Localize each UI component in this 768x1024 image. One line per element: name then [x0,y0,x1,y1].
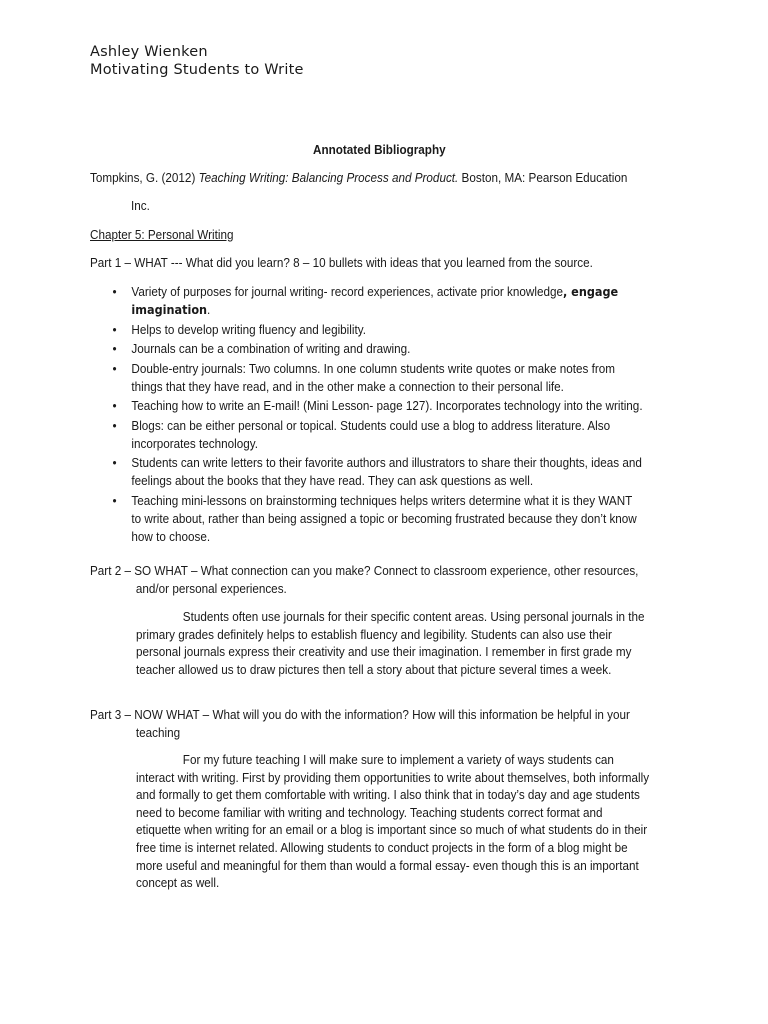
bullet-icon: • [112,398,117,413]
paragraph-line: personal journals express their creativity and use their imagination. I remember in first grade my [136,644,632,660]
chapter-heading: Chapter 5: Personal Writing [90,227,234,242]
citation-continued: Inc. [131,198,150,213]
part3-heading-line2: teaching [135,725,181,740]
bullet-text: . [207,302,211,317]
bullet-text: incorporates technology. [131,435,259,451]
list-item [90,492,707,546]
paragraph-line: primary grades definitely helps to establish fluency and legibility. Students can also use their [136,626,612,642]
citation-book-title: Teaching Writing: Balancing Process and Product. [198,170,459,185]
bullet-text: Journals can be a combination of writing and drawing. [131,341,411,356]
bullet-text: Teaching mini-lessons on brainstorming techniques helps writers determine what it is they WANT [131,492,633,508]
bullet-icon: • [112,321,117,337]
bullet-icon: • [112,417,117,433]
bullet-text: Teaching how to write an E-mail! (Mini Lesson- page 127). Incorporates technology into the writing. [131,398,643,413]
list-item [90,340,707,358]
list-item [90,360,707,396]
paragraph-line: concept as well. [136,875,220,891]
bullet-bold-text: imagination [131,302,208,317]
part2-heading-line2: and/or personal experiences. [135,581,287,596]
bullet-text: Students can write letters to their favorite authors and illustrators to share their thoughts, ideas and [131,455,642,470]
bullet-text: Double-entry journals: Two columns. In one column students write quotes or make notes from [131,360,616,376]
bullet-text: feelings about the books that they have read. They can ask questions as well. [131,473,534,488]
bullet-text: Variety of purposes for journal writing- record experiences, activate prior knowledge [131,284,563,299]
paragraph-line: free time is internet related. Allowing students to conduct projects in the form of a blog might be [136,839,628,855]
paragraph-line: Students often use journals for their specific content areas. Using personal journals in the [182,609,645,624]
citation [90,170,627,185]
part2-heading-line1: Part 2 – SO WHAT – What connection can you make? Connect to classroom experience, other resources, [90,563,639,578]
citation-author-year: Tompkins, G. (2012) [90,170,199,185]
paragraph-line: For my future teaching I will make sure to implement a variety of ways students can [182,752,614,767]
bullet-icon: • [112,492,117,508]
part2-paragraph [136,608,676,678]
paragraph-line: more useful and meaningful for them than would a formal essay- even though this is an important [136,857,639,873]
bullet-icon: • [112,360,117,376]
bullet-text: Blogs: can be either personal or topical. Students could use a blog to address literature. Also [131,417,611,433]
part3-heading [90,706,666,742]
part2-heading [90,562,666,598]
paragraph-line: teacher allowed us to draw pictures then tell a story about that picture several times a week. [136,661,612,677]
bullet-icon: • [112,284,117,299]
document-title: Annotated Bibliography [313,142,446,157]
paragraph-line: interact with writing. First by providing them opportunities to write about themselves, both informally [136,769,650,785]
course-title: Motivating Students to Write [90,62,304,78]
bullet-icon: • [112,455,117,470]
list-item [90,397,707,415]
bullet-icon: • [112,341,117,356]
part1-heading: Part 1 – WHAT --- What did you learn? 8 – 10 bullets with ideas that you learned from the source. [90,255,593,270]
paragraph-line: etiquette when writing for an email or a blog is important since so much of what students do in their [136,822,648,838]
bullet-text: things that they have read, and in the other make a connection to their personal life. [131,378,564,394]
part3-paragraph [136,751,676,892]
list-item [90,283,707,319]
bullet-text: Helps to develop writing fluency and legibility. [131,321,366,337]
author-name: Ashley Wienken [90,44,208,60]
citation-publisher: Boston, MA: Pearson Education [458,170,628,185]
list-item [90,321,707,339]
bullet-list [90,283,740,547]
bullet-bold-text: , engage [562,284,619,299]
bullet-text: how to choose. [131,528,211,544]
list-item [90,417,707,453]
list-item [90,454,707,490]
bullet-text: to write about, rather than being assigned a topic or becoming frustrated because they don’t know [131,510,637,526]
paragraph-line: and formally to get them comfortable with writing. I also think that in today’s day and age students [136,787,640,803]
paragraph-line: need to become familiar with writing and technology. Teaching students correct format and [136,804,603,820]
part3-heading-line1: Part 3 – NOW WHAT – What will you do with the information? How will this information be helpful in your [90,707,630,722]
